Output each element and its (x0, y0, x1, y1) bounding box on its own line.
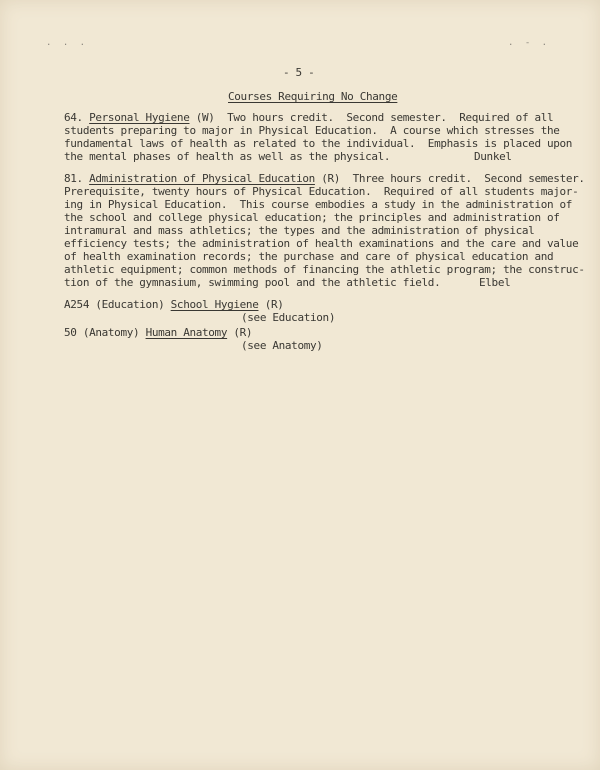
course-title: Personal Hygiene (89, 111, 190, 124)
course-title: School Hygiene (170, 298, 259, 311)
course-prefix: 50 (Anatomy) (64, 326, 140, 339)
course-prefix: A254 (Education) (64, 298, 165, 311)
cross-reference-note: (see Education) (241, 311, 336, 324)
course-instructor: Elbel (479, 276, 511, 289)
page-number: - 5 - (283, 66, 315, 79)
course-text-line: intramural and mass athletics; the types and the administration of physical (64, 224, 535, 237)
margin-mark-right: . - . (508, 38, 551, 48)
course-code: (R) (264, 298, 284, 311)
section-heading: Courses Requiring No Change (228, 90, 398, 103)
course-text-line: ing in Physical Education. This course embodies a study in the administration of (64, 198, 573, 211)
cross-listed-course (64, 326, 252, 339)
cross-listed-course (64, 298, 284, 311)
course-text-line: the mental phases of health as well as the physical. (64, 150, 391, 163)
course-text-line: of health examination records; the purchase and care of physical education and (64, 250, 554, 263)
course-81-first-line (64, 172, 585, 185)
course-text-line: efficiency tests; the administration of health examinations and the care and value (64, 237, 579, 250)
course-title: Administration of Physical Education (89, 172, 315, 185)
course-code: (R) (233, 326, 253, 339)
course-text-line: tion of the gymnasium, swimming pool and the athletic field. (64, 276, 441, 289)
course-text-line: students preparing to major in Physical Education. A course which stresses the (64, 124, 560, 137)
course-text-line: fundamental laws of health as related to the individual. Emphasis is placed upon (64, 137, 573, 150)
course-number: 64. (64, 111, 83, 124)
course-number: 81. (64, 172, 83, 185)
course-title: Human Anatomy (145, 326, 228, 339)
cross-reference-note: (see Anatomy) (241, 339, 323, 352)
course-code: (R) (321, 172, 341, 185)
course-text-line: the school and college physical education; the principles and administration of (64, 211, 560, 224)
course-text-line: Two hours credit. Second semester. Required of all (227, 111, 554, 124)
course-text-line: Three hours credit. Second semester. (352, 172, 585, 185)
course-instructor: Dunkel (474, 150, 512, 163)
course-64-first-line (64, 111, 553, 124)
course-text-line: Prerequisite, twenty hours of Physical Education. Required of all students major- (64, 185, 579, 198)
course-text-line: athletic equipment; common methods of financing the athletic program; the construc- (64, 263, 585, 276)
margin-mark-left: . . . (46, 38, 89, 48)
course-code: (W) (195, 111, 215, 124)
